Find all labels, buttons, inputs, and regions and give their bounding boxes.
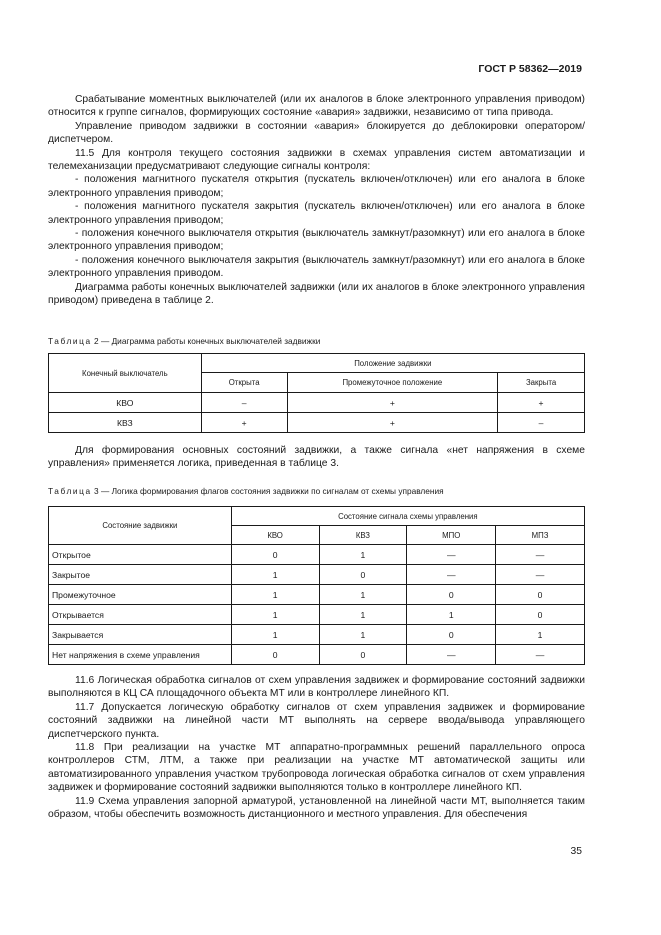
table-cell: 1 [319, 545, 407, 565]
table-cell: 1 [319, 605, 407, 625]
table3-subheader: КВЗ [319, 526, 407, 545]
table2-subheader: Промежуточное положение [287, 373, 498, 393]
table-cell: 0 [319, 645, 407, 665]
table-cell: 1 [231, 605, 319, 625]
table-cell: — [407, 645, 496, 665]
table2-subheader: Закрыта [498, 373, 585, 393]
table-cell: 0 [496, 605, 585, 625]
table3-caption-text: 3 — Логика формирования флагов состояния задвижки по сигналам от схемы управления [94, 486, 444, 496]
table-cell: 1 [231, 585, 319, 605]
table-row [49, 585, 585, 605]
paragraph: 11.6 Логическая обработка сигналов от схем управления задвижек и формирование состояний задвижки выполняются в КЦ СА площадочного объекта МТ или в контроллере линейного КП. [48, 675, 585, 700]
table3-caption-label: Таблица [48, 486, 92, 496]
table-cell: + [287, 393, 498, 413]
table2-caption-text: 2 — Диаграмма работы конечных выключателей задвижки [94, 336, 321, 346]
text-block-1 [48, 93, 585, 308]
table-cell: — [407, 545, 496, 565]
paragraph: Управление приводом задвижки в состоянии «авария» блокируется до деблокировки оператором/диспетчером. [48, 120, 585, 146]
table-row [49, 625, 585, 645]
table-cell: 1 [231, 565, 319, 585]
table-row [49, 545, 585, 565]
table-2 [48, 353, 585, 433]
list-item: - положения конечного выключателя закрытия (выключатель замкнут/разомкнут) или его аналога в блоке электронного управления приводом. [48, 254, 585, 280]
table-cell: 0 [231, 645, 319, 665]
table3-group-header: Состояние сигнала схемы управления [231, 507, 584, 526]
table2-col0-header: Конечный выключатель [49, 354, 202, 393]
table-cell: — [407, 565, 496, 585]
table-cell: Закрытое [49, 565, 232, 585]
table-cell: – [498, 413, 585, 433]
table-row [49, 645, 585, 665]
list-item: - положения конечного выключателя открытия (выключатель замкнут/разомкнут) или его аналога в блоке электронного управления приводом; [48, 228, 585, 253]
paragraph: 11.5 Для контроля текущего состояния задвижки в схемах управления систем автоматизации и телемеханизации предусматривают следующие сигналы контроля: [48, 147, 585, 173]
paragraph: 11.7 Допускается логическую обработку сигналов от схем управления задвижек и формирование состояний задвижки на линейной части МТ выполнять на сервере ввода/вывода управляющего диспетчерского пункта. [48, 701, 585, 740]
table-cell: КВО [49, 393, 202, 413]
text-block-3 [48, 674, 585, 821]
page-number: 35 [570, 846, 582, 857]
table-cell: – [201, 393, 287, 413]
table-3 [48, 506, 585, 665]
table-cell: + [201, 413, 287, 433]
text-block-2 [48, 444, 585, 471]
table-cell: 0 [319, 565, 407, 585]
table-cell: 1 [319, 625, 407, 645]
table3-col0-header: Состояние задвижки [49, 507, 232, 545]
table-cell: Нет напряжения в схеме управления [49, 645, 232, 665]
table-row [49, 413, 585, 433]
paragraph: 11.8 При реализации на участке МТ аппаратно-программных решений параллельного опроса контроллеров СТМ, ЛТМ, а также при реализации на участке МТ автоматической защиты или автоматизированного управления участком трубопровода логическая обработка сигналов от схем управления задвижек и формирование состояний задвижки выполняются только в контроллере линейного КП. [48, 742, 585, 794]
document-number: ГОСТ Р 58362—2019 [478, 63, 582, 75]
table-cell: Открытое [49, 545, 232, 565]
table-cell: 0 [231, 545, 319, 565]
table3-caption [48, 486, 444, 496]
paragraph: Для формирования основных состояний задвижки, а также сигнала «нет напряжения в схеме управления» применяется логика, приведенная в таблице 3. [48, 445, 585, 470]
table-cell: 1 [496, 625, 585, 645]
table3-subheader: КВО [231, 526, 319, 545]
table2-group-header: Положение задвижки [201, 354, 584, 373]
table-cell: 0 [407, 625, 496, 645]
list-item: - положения магнитного пускателя закрытия (пускатель включен/отключен) или его аналога в блоке электронного управления приводом; [48, 201, 585, 226]
table-cell: + [287, 413, 498, 433]
table-cell: — [496, 645, 585, 665]
table-row [49, 605, 585, 625]
paragraph: Диаграмма работы конечных выключателей задвижки (или их аналогов в блоке электронного управления приводом) приведена в таблице 2. [48, 281, 585, 307]
table-row [49, 565, 585, 585]
table-cell: + [498, 393, 585, 413]
list-item: - положения магнитного пускателя открытия (пускатель включен/отключен) или его аналога в блоке электронного управления приводом; [48, 174, 585, 199]
table-cell: Открывается [49, 605, 232, 625]
table-cell: 1 [319, 585, 407, 605]
table-cell: Промежуточное [49, 585, 232, 605]
table-cell: Закрывается [49, 625, 232, 645]
paragraph: Срабатывание моментных выключателей (или их аналогов в блоке электронного управления приводом) относится к группе сигналов, формирующих состояние «авария» задвижки, независимо от типа привода. [48, 94, 585, 119]
table-cell: 0 [407, 585, 496, 605]
table-row [49, 393, 585, 413]
table2-caption-label: Таблица [48, 336, 92, 346]
table-cell: — [496, 565, 585, 585]
table-cell: КВЗ [49, 413, 202, 433]
paragraph: 11.9 Схема управления запорной арматурой, установленной на линейной части МТ, выполняется таким образом, чтобы обеспечить возможность дистанционного и местного управления. Для обеспечения [48, 795, 585, 821]
table3-subheader: МПЗ [496, 526, 585, 545]
table3-subheader: МПО [407, 526, 496, 545]
table-cell: — [496, 545, 585, 565]
table-cell: 1 [407, 605, 496, 625]
table2-subheader: Открыта [201, 373, 287, 393]
table-cell: 0 [496, 585, 585, 605]
table2-caption [48, 336, 320, 346]
table-cell: 1 [231, 625, 319, 645]
